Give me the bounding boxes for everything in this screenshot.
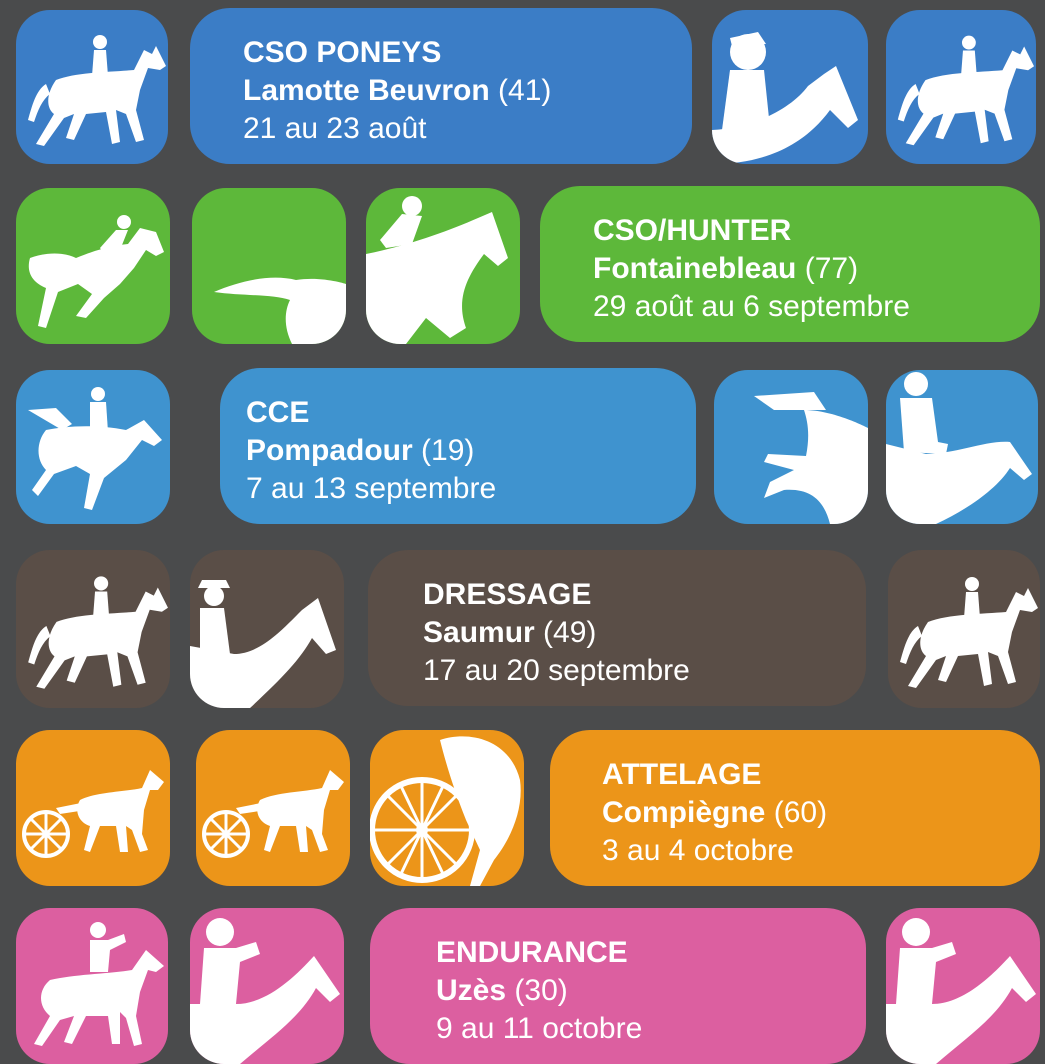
event-dates: 29 août au 6 septembre bbox=[593, 290, 910, 323]
carriage-driving-icon bbox=[16, 730, 170, 886]
event-dates: 3 au 4 octobre bbox=[602, 834, 794, 867]
venue-name: Lamotte Beuvron bbox=[243, 74, 490, 107]
department-number: (77) bbox=[804, 252, 859, 285]
event-card-cce[interactable] bbox=[220, 368, 696, 524]
department-number: (49) bbox=[543, 616, 597, 649]
carriage-driving-icon bbox=[196, 730, 350, 886]
discipline-title: ATTELAGE bbox=[602, 758, 762, 791]
venue-name: Compiègne bbox=[602, 796, 766, 829]
eventing-rider-closeup-icon bbox=[886, 370, 1038, 524]
department-number: (41) bbox=[498, 74, 552, 107]
endurance-rider-closeup-icon bbox=[190, 908, 344, 1064]
department-number: (60) bbox=[773, 796, 828, 829]
jumping-horse-hindquarters-icon bbox=[192, 188, 346, 344]
rider-closeup-icon bbox=[712, 10, 868, 164]
venue-name: Pompadour bbox=[246, 434, 413, 467]
venue-name: Uzès bbox=[436, 974, 507, 1007]
eventing-rider-icon bbox=[16, 370, 170, 524]
dressage-rider-closeup-icon bbox=[190, 550, 344, 708]
endurance-rider-icon bbox=[16, 908, 168, 1064]
event-dates: 21 au 23 août bbox=[243, 112, 427, 145]
dressage-rider-icon bbox=[16, 10, 168, 164]
event-card-dressage[interactable] bbox=[368, 550, 866, 706]
discipline-title: CCE bbox=[246, 396, 310, 429]
show-jumping-rider-icon bbox=[16, 188, 170, 344]
event-dates: 7 au 13 septembre bbox=[246, 472, 497, 505]
discipline-title: CSO/HUNTER bbox=[593, 214, 792, 247]
discipline-title: CSO PONEYS bbox=[243, 36, 442, 69]
dressage-rider-icon bbox=[888, 550, 1040, 708]
event-card-attelage[interactable] bbox=[550, 730, 1040, 886]
venue-name: Saumur bbox=[423, 616, 535, 649]
department-number: (19) bbox=[421, 434, 475, 467]
department-number: (30) bbox=[514, 974, 568, 1007]
event-card-cso-poneys[interactable] bbox=[190, 8, 692, 164]
dressage-rider-icon bbox=[886, 10, 1036, 164]
jumping-horse-legs-icon bbox=[714, 370, 868, 524]
event-card-endurance[interactable] bbox=[370, 908, 866, 1064]
discipline-title: DRESSAGE bbox=[423, 578, 592, 611]
carriage-wheel-closeup-icon bbox=[370, 730, 524, 886]
event-dates: 17 au 20 septembre bbox=[423, 654, 690, 687]
jumping-rider-closeup-icon bbox=[366, 188, 520, 344]
discipline-title: ENDURANCE bbox=[436, 936, 628, 969]
event-card-cso-hunter[interactable] bbox=[540, 186, 1040, 342]
venue-name: Fontainebleau bbox=[593, 252, 797, 285]
dressage-rider-icon bbox=[16, 550, 170, 708]
event-dates: 9 au 11 octobre bbox=[436, 1012, 643, 1045]
endurance-rider-closeup-icon bbox=[886, 908, 1040, 1064]
